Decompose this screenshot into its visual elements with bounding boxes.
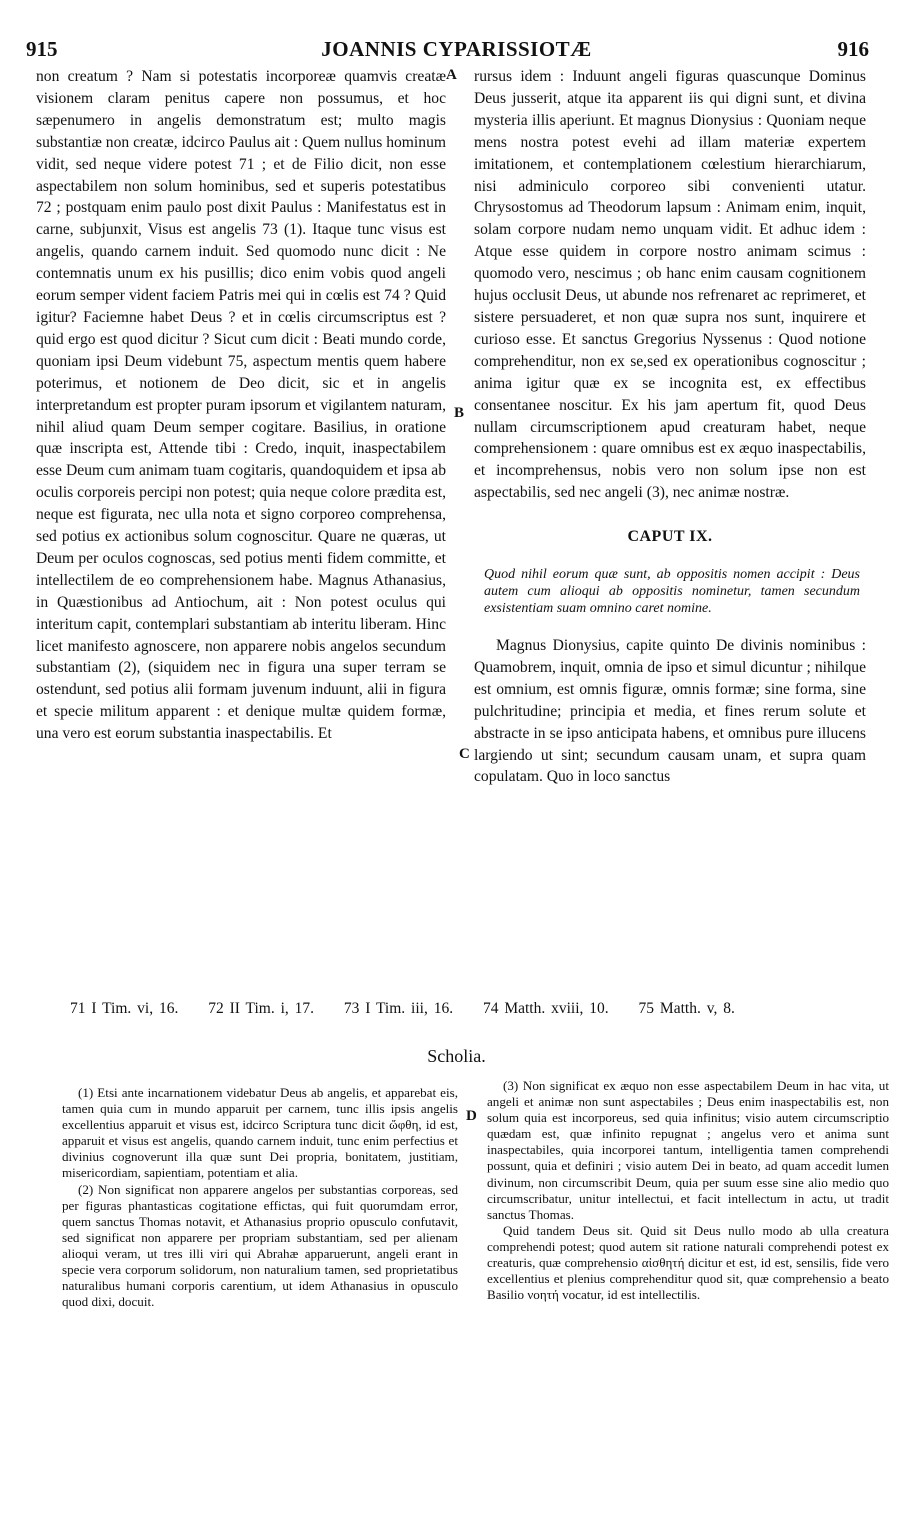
scholion-3: (3) Non significat ex æquo non esse aspectabilem Deum in hac vita, ut angeli et animæ non sunt aspectabiles ; Deus enim inaspectabilis est, non solum quia est incorporeus, sed quia infinitus; visio autem circumscriptio quædam est, quæ infinito repugnat ; angelus vero et anima sunt inaspectabiles, quia incorporei tantum, intelligentia tamen comprehendi possunt, quia et definiri ; visio autem Dei in beato, ad quam accedit lumen divinum, non circumscribit Deum, quia per suum esse sine alio medio quo circumscribatur, unitur intellectui, et facit intellectum in actu, ut tradit sanctus Thomas. [487,1078,889,1222]
page-number-left: 915 [26,37,58,61]
margin-letter-b: B [454,405,465,421]
right-column [474,66,866,788]
footnote: 73 I Tim. iii, 16. [343,1000,454,1017]
scholia-right-column [487,1078,889,1303]
chapter-heading: CAPUT IX. [627,528,713,546]
scholia-left-column [62,1085,458,1310]
margin-letter-c: C [459,746,470,762]
left-column [36,66,446,745]
footnote: 71 I Tim. vi, 16. [70,1000,179,1017]
page-number-right: 916 [837,37,869,61]
footnote: 75 Matth. v, 8. [638,1000,735,1017]
chapter-text: Magnus Dionysius, capite quinto De divinis nominibus : Quamobrem, inquit, omnia de ipso et simul dicuntur ; nihilque est omnium, est omnis figuræ, omnis formæ; sine forma, sine pulchritudine; principia et media, et fines rerum solute et abstracte in se ipso anticipata habens, et omnibus pure illucens largiendo ut sint; secundum causam unam, et supra quam copulatam. Quo in loco sanctus [474,637,866,786]
scholia-heading: Scholia. [427,1046,486,1066]
margin-letter-d: D [466,1108,477,1124]
scholion-1: (1) Etsi ante incarnationem videbatur Deus ab angelis, et apparebat eis, tamen quia cum in mundo apparuit per carnem, tunc illis ipsis angelis excellentius apparuit et visus est, idcirco Scriptura tunc dicit ὤφθη, id est, apparuit et visus est angelis, quando carnem induit, tunc enim perfectius et divinius cognoverunt illa quæ sunt Dei propria, bonitatem, justitiam, misericordiam, sapientiam, potentiam et alia. [62,1085,458,1181]
left-column-text: non creatum ? Nam si potestatis incorporeæ quamvis creatæ visionem claram penitus capere non possumus, et hoc sæpenumero in angelis demonstratum est; multo magis substantiæ non creatæ, idcirco Paulus ait : Quem nullus hominum vidit, sed neque videre potest 71 ; et de Filio dicit, non esse aspectabilem non solum hominibus, sed et superis potestatibus 72 ; postquam enim paulo post dixit Paulus : Manifestatus est in carne, subjunxit, Visus est angelis 73 (1). Itaque tunc visus est angelis, quando carnem induit. Sed quomodo nunc dicit : Ne contemnatis unum ex his pusillis; dico enim vobis quod angeli eorum semper vident faciem Patris mei qui in cœlis est 74 ? Quid igitur? Faciemne habet Deus ? et in cœlis circumscriptus est ? quid ergo est quod dicitur ? Sicut cum dicit : Beati mundo corde, quoniam ipsi Deum videbunt 75, aspectum mentis quem habere poterimus, et notionem de Deo dicit, sic et in angelis interpretandum est propter puram ipsorum et vigilantem naturam, nihil aliud quam Deum semper cogitare. Basilius, in oratione quæ inscripta est, Attende tibi : Credo, inquit, inaspectabilem esse Deum cum animam tuam cogitaris, quandoquidem et ipsa ab oculis corporeis percipi non potest; quia neque colore prædita est, neque est figurata, nec ulla nota et signo corporeo comprehensa, sed potius ex actionibus solum cognoscitur. Quare ne quæras, ut Deum per oculos cognoscas, sed potius menti fidem committe, et intellectilem de eo comprehensionem habe. Magnus Athanasius, in Quæstionibus ad Antiochum, ait : Non potest oculus qui interitum capit, contemplari substantiam ab interitu liberam. Hinc licet manifesto agnoscere, non apparere nobis angelos secundum substantiam (2), (siquidem nec in figura una super terram se ostendunt, sed potius alii formam juvenum induunt, alii in figura et specie militum apparent : et denique multæ quidem formæ, una vero est eorum substantia inaspectabilis. Et [36,68,446,743]
scholion-quid-tandem: Quid tandem Deus sit. Quid sit Deus nullo modo ab ulla creatura comprehendi potest; quod autem sit ratione naturali comprehendi potest ex creaturis, quæ comprehensio αἰσθητή dicitur et est, id est, sensilis, fide vero excellentius et plenius comprehenditur quod sit, quæ comprehensio a beato Basilio νοητή vocatur, id est intellectilis. [487,1222,889,1303]
scholion-2: (2) Non significat non apparere angelos per substantias corporeas, sed per figuras phantasticas cogitatione effictas, qui fuit quorumdam error, quem sanctus Thomas notavit, et Athanasius proprio opusculo confutavit, sed significat non apparere per propriam substantiam, sed per alienam alioqui veram, ut tres illi viri qui Abrahæ apparuerunt, angeli erant in specie vera corporum solidorum, non naturalium tamen, sed proprietatibus naturalibus humani corporis carentium, ut idem Athanasius in opusculo quod dixi, docuit. [62,1181,458,1310]
footnotes [70,1000,870,1018]
running-title: JOANNIS CYPARISSIOTÆ [321,37,592,61]
margin-letter-a: A [446,67,457,83]
right-column-text: rursus idem : Induunt angeli figuras quascunque Dominus Deus jusserit, atque ita apparent iis qui digni sunt, et divina mysteria illis aperiunt. Et magnus Dionysius : Quoniam neque mens nostra potest evehi ad illam materiæ expertem imitationem, et contemplationem cœlestium hierarchiarum, nisi adminiculo corporeo sibi convenienti utatur. Chrysostomus ad Theodorum lapsum : Animam enim, inquit, solam corpore nudam nemo unquam vidit. Et adhuc idem : Atque esse quidem in corpore nostro animam scimus : quomodo vero, nescimus ; ob hanc enim causam cognitionem hujus occlusit Deus, ut abunde nos refrenaret ac reprimeret, et sistere persuaderet, et non quæ supra nos sunt, inquirere et curioso esse. Et sanctus Gregorius Nyssenus : Quod notione comprehenditur, non ex se,sed ex operationibus cognoscitur ; anima igitur quæ ex se incognita est, ex effectibus consentanee noscitur. Ex his jam apertum fit, quod Deus nullam circumscriptionem apud creaturam habet, neque comprehensionem : quare omnibus est ex æquo inaspectabilis, et incomprehensus, nobis vero non solum ipse non est aspectabilis, sed nec angeli (3), nec animæ nostræ. [474,68,866,502]
chapter-summary: Quod nihil eorum quæ sunt, ab oppositis nomen accipit : Deus autem cum alioqui ab oppositis nominetur, tamen secundum exsistentiam suam omnino caret nomine. [484,567,860,617]
footnote: 74 Matth. xviii, 10. [482,1000,609,1017]
footnote: 72 II Tim. i, 17. [208,1000,314,1017]
